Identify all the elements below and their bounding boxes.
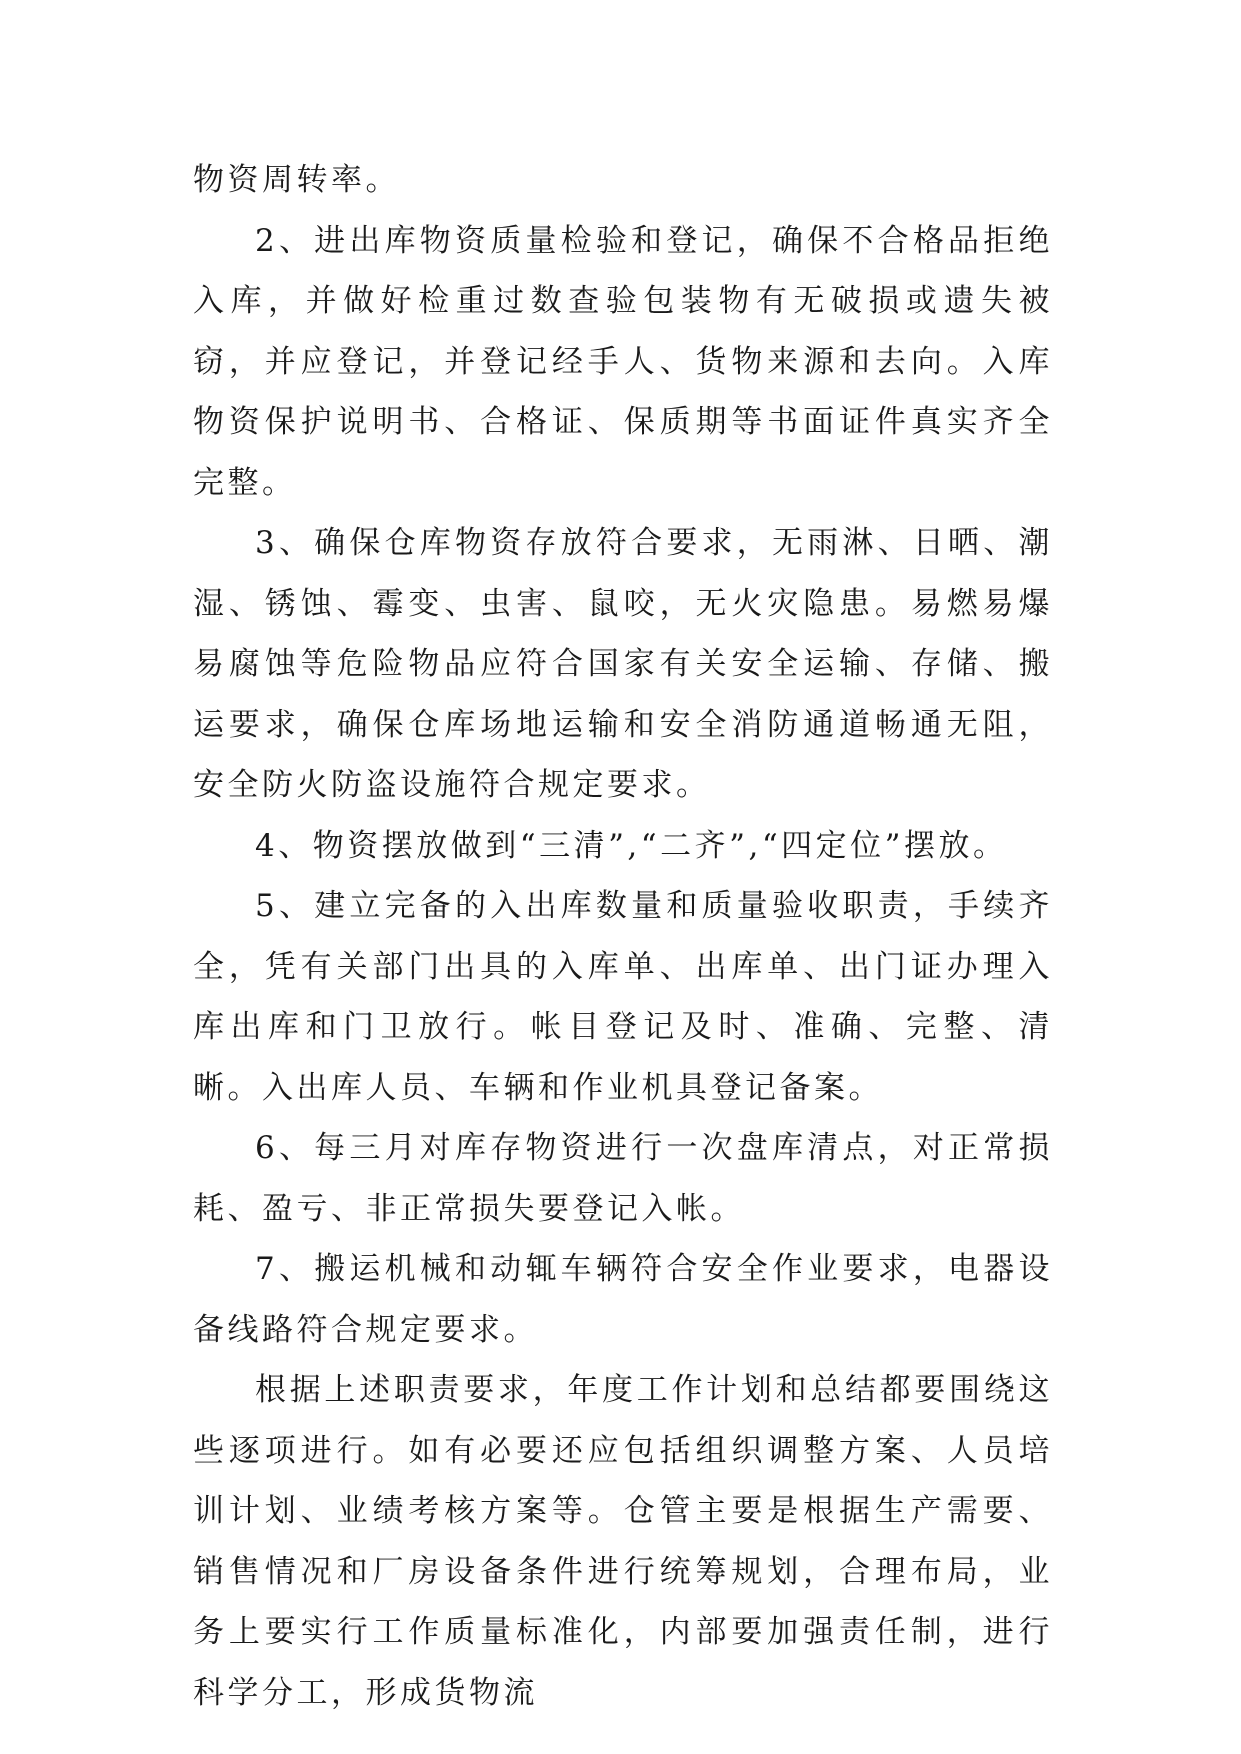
document-body: [193, 150, 1053, 1723]
paragraph-item-2: 2、进出库物资质量检验和登记，确保不合格品拒绝入库，并做好检重过数查验包装物有无破损或遗失被窃，并应登记，并登记经手人、货物来源和去向。入库物资保护说明书、合格证、保质期等书面证件真实齐全完整。: [193, 222, 1053, 501]
paragraph-continuation: 物资周转率。: [193, 162, 400, 198]
paragraph-item-5: 5、建立完备的入出库数量和质量验收职责，手续齐全，凭有关部门出具的入库单、出库单、出门证办理入库出库和门卫放行。帐目登记及时、准确、完整、清晰。入出库人员、车辆和作业机具登记备案。: [193, 888, 1053, 1106]
paragraph-item-7: 7、搬运机械和动辄车辆符合安全作业要求，电器设备线路符合规定要求。: [193, 1251, 1053, 1348]
paragraph-item-4: 4、物资摆放做到“三清”,“二齐”,“四定位”摆放。: [255, 827, 1008, 864]
paragraph-item-6: 6、每三月对库存物资进行一次盘库清点，对正常损耗、盈亏、非正常损失要登记入帐。: [193, 1130, 1053, 1227]
paragraph-item-3: 3、确保仓库物资存放符合要求，无雨淋、日晒、潮湿、锈蚀、霉变、虫害、鼠咬，无火灾隐患。易燃易爆易腐蚀等危险物品应符合国家有关安全运输、存储、搬运要求，确保仓库场地运输和安全消防通道畅通无阻，安全防火防盗设施符合规定要求。: [193, 525, 1053, 803]
paragraph-summary: 根据上述职责要求，年度工作计划和总结都要围绕这些逐项进行。如有必要还应包括组织调整方案、人员培训计划、业绩考核方案等。仓管主要是根据生产需要、销售情况和厂房设备条件进行统筹规划，合理布局，业务上要实行工作质量标准化，内部要加强责任制，进行科学分工，形成货物流: [193, 1372, 1053, 1711]
